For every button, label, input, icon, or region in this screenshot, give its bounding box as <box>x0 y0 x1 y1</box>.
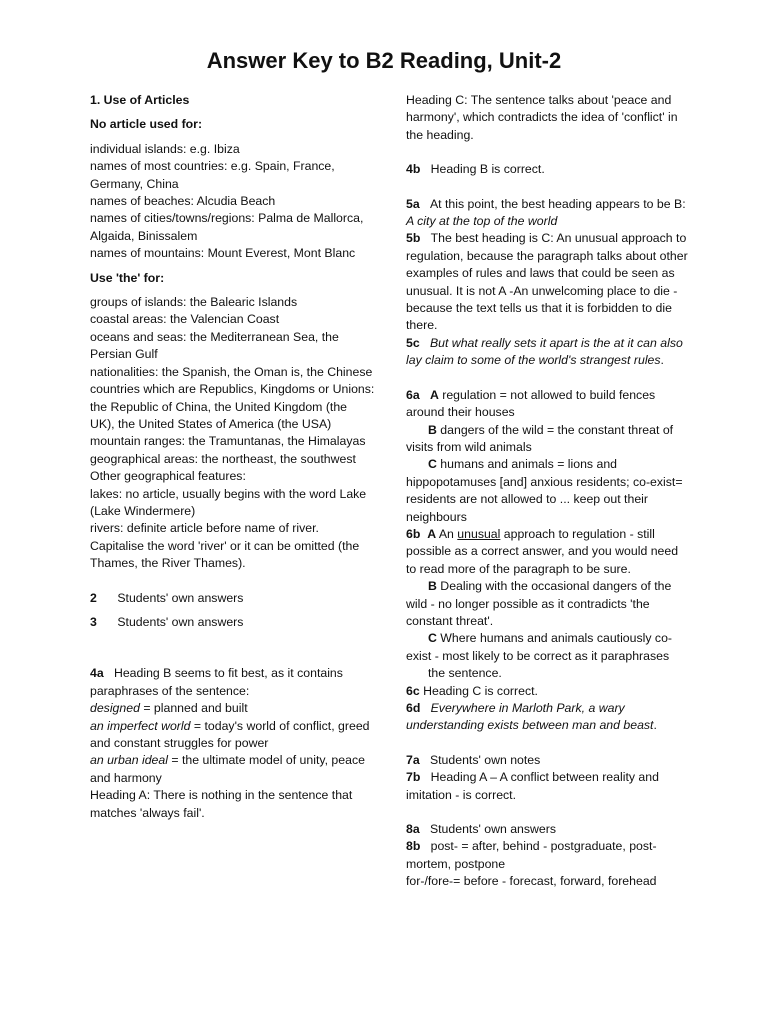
list-item: oceans and seas: the Mediterranean Sea, the Persian Gulf <box>90 329 339 362</box>
answer-4a: 4a Heading B seems to fit best, as it contains paraphrases of the sentence: <box>90 666 343 698</box>
list-item: names of cities/towns/regions: Palma de Mallorca, Algaida, Binissalem <box>90 211 364 243</box>
answer-8a: 8a Students' own answers <box>406 822 557 837</box>
left-column <box>90 92 375 822</box>
subheading: No article used for: <box>90 117 203 132</box>
answer-6b-c: C Where humans and animals cautiously co-exist - most likely to be correct as it paraphrases <box>406 631 673 663</box>
list-item: groups of islands: the Balearic Islands <box>90 295 298 310</box>
answer-6a: 6a A regulation = not allowed to build fences around their houses <box>406 387 656 420</box>
answer-6b: 6b A An unusual approach to regulation - still possible as a correct answer, and you would need to read more of the paragraph to be sure. <box>406 526 679 576</box>
page-title: Answer Key to B2 Reading, Unit-2 <box>206 48 562 73</box>
answer-4a-line: designed = planned and built <box>90 701 248 716</box>
answer-6a-c: C humans and animals = lions and hippopotamuses [and] anxious residents; co-exist= residents are not allowed to ... keep out their neighbours <box>406 457 683 524</box>
answer-6b-b: B Dealing with the occasional dangers of the wild - no longer possible as it contradicts 'the constant threat'. <box>406 579 672 628</box>
section-heading: 1. Use of Articles <box>90 93 190 107</box>
answer-5b: 5b The best heading is C: An unusual approach to regulation, because the paragraph talks about other examples of rules and laws that could be seen as unusual. It is not A -An unwelcoming place to die - because the text tells us that it is forbidden to die there. <box>406 231 688 333</box>
answer-6b-c-cont: the sentence. <box>428 666 502 681</box>
answer-5c: 5c But what really sets it apart is the at it can also lay claim to some of the world's strangest rules. <box>406 335 683 368</box>
list-item: countries which are Republics, Kingdoms or Unions: the Republic of China, the United Kingdom (the UK), the United States of America (the USA) <box>90 382 375 431</box>
answer-7a: 7a Students' own notes <box>406 752 541 767</box>
subheading: Use 'the' for: <box>90 270 165 285</box>
list-item: names of mountains: Mount Everest, Mont Blanc <box>90 246 356 261</box>
answer-6a-b: B dangers of the wild = the constant threat of visits from wild animals <box>406 422 674 454</box>
list-item: rivers: definite article before name of river. Capitalise the word 'river' or it can be omitted (the Thames, the River Thames). <box>90 521 360 571</box>
answer-7b: 7b Heading A – A conflict between reality and imitation - is correct. <box>406 770 659 802</box>
list-item: individual islands: e.g. Ibiza <box>90 141 240 156</box>
answer-4a-line: an imperfect world = today's world of conflict, greed and constant struggles for power <box>90 718 370 750</box>
list-item: mountain ranges: the Tramuntanas, the Himalayas <box>90 434 366 449</box>
list-item: geographical areas: the northeast, the southwest <box>90 451 356 466</box>
answer-3: 3 Students' own answers <box>90 614 244 629</box>
answer-4a-line: an urban ideal = the ultimate model of unity, peace and harmony <box>90 753 365 785</box>
list-item: Other geographical features: <box>90 469 246 484</box>
answer-5a: 5a At this point, the best heading appears to be B: A city at the top of the world <box>406 196 686 229</box>
answer-2: 2 Students' own answers <box>90 590 244 605</box>
heading-c-note: Heading C: The sentence talks about 'peace and harmony', which contradicts the idea of 'conflict' in the heading. <box>406 93 678 142</box>
answer-4a-line: Heading A: There is nothing in the sentence that matches 'always fail'. <box>90 788 353 820</box>
list-item: nationalities: the Spanish, the Oman is, the Chinese <box>90 364 373 379</box>
list-item: names of most countries: e.g. Spain, France, Germany, China <box>90 159 335 191</box>
answer-4b: 4b Heading B is correct. <box>406 162 545 177</box>
answer-6c: 6c Heading C is correct. <box>406 683 538 698</box>
answer-8b: 8b post- = after, behind - postgraduate, post-mortem, postpone <box>406 839 657 871</box>
answer-6d: 6d Everywhere in Marloth Park, a wary understanding exists between man and beast. <box>406 701 657 733</box>
list-item: names of beaches: Alcudia Beach <box>90 194 276 209</box>
answer-8b-line2: for-/fore-= before - forecast, forward, forehead <box>406 874 657 889</box>
list-item: coastal areas: the Valencian Coast <box>90 312 280 327</box>
right-column <box>406 92 688 891</box>
list-item: lakes: no article, usually begins with the word Lake (Lake Windermere) <box>90 486 367 518</box>
